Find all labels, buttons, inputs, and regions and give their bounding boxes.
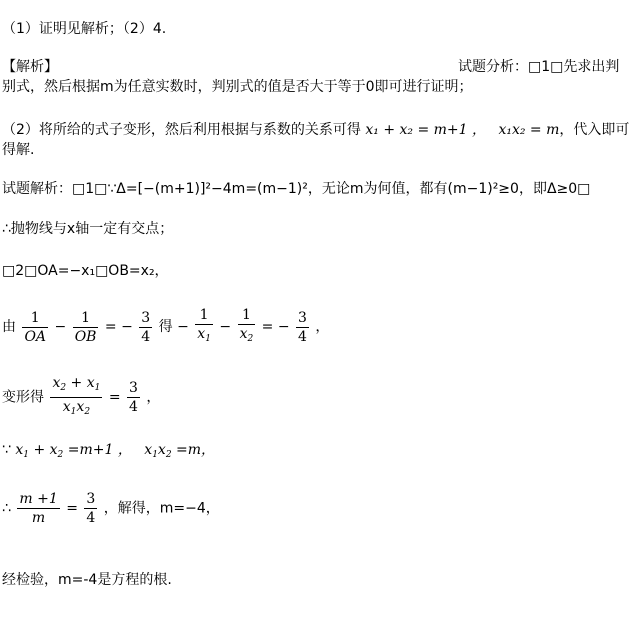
part2-text: （2）将所给的式子变形，然后利用根据与系数的关系可得 [2, 122, 361, 138]
fraction-1-over-oa: $\frac{1}{OA}$ [24, 309, 47, 345]
part2-sum: x₁ + x₂ = m+1 ， [365, 122, 486, 138]
therefore-equation: ∴ $\frac{m +1}{m}$ = $\frac{3}{4}$ ，解得，m=−4， [2, 491, 220, 526]
part2-prod: x₁x₂ = m [498, 122, 560, 138]
since-prod: $x_1x_2 =m$， [144, 442, 216, 460]
analysis-label: 【解析】 [2, 59, 58, 75]
analysis-line2: 别式，然后根据m为任意实数时，判别式的值是否大于等于0即可进行证明； [2, 79, 473, 95]
check-line: 经检验，m=-4是方程的根. [2, 572, 172, 588]
fraction-3-over-4: $\frac{3}{4}$ [141, 309, 151, 345]
fraction-3-over-4-c: $\frac{3}{4}$ [129, 380, 138, 415]
fraction-1-over-ob: $\frac{1}{OB}$ [74, 309, 97, 345]
fraction-sum-over-product: $\frac{x_2 + x_1}{x_1x_2}$ [50, 374, 102, 421]
fraction-1-over-x1: $\frac{1}{x_1}$ [195, 306, 213, 348]
part2-end: 得解. [2, 142, 35, 158]
since-sum: $x_1 + x_2 =m+1$ ， [15, 442, 132, 460]
since-symbol: ∵ [2, 442, 11, 458]
transform-label: 变形得 [2, 389, 44, 406]
answer-line: （1）证明见解析；（2）4. [2, 21, 167, 37]
fraction-3-over-4-d: $\frac{3}{4}$ [86, 491, 96, 526]
solve-text: ，解得，m=−4， [103, 500, 220, 517]
fraction-3-over-4-b: $\frac{3}{4}$ [298, 309, 307, 345]
therefore-symbol: ∴ [2, 500, 11, 517]
since-line [2, 441, 215, 464]
transform-equation: 变形得 $\frac{x_2 + x_1}{x_1x_2}$ = $\frac{3}{4}$ ， [2, 374, 160, 421]
fraction-m-plus-1-over-m: $\frac{m +1}{m}$ [19, 491, 58, 526]
part2-line [2, 121, 629, 139]
get-label: 得 [158, 319, 173, 335]
intersection-line: ∴抛物线与x轴一定有交点； [2, 221, 174, 237]
oa-ob-line: □2□OA=−x₁□OB=x₂， [2, 263, 169, 279]
from-label: 由 [2, 319, 16, 335]
fraction-1-over-x2: $\frac{1}{x_2}$ [238, 306, 256, 348]
solution-line: 试题解析：□1□∵Δ=[−(m+1)]²−4m=(m−1)²，无论m为何值，都有(m−1)²≥0，即Δ≥0□ [2, 181, 591, 197]
analysis-intro: 试题分析：□1□先求出判 [458, 59, 620, 75]
part2-tail: ，代入即可 [559, 122, 630, 138]
reciprocal-equation: 由 $\frac{1}{OA}$ − $\frac{1}{OB}$ = − $\frac{3}{4}$ 得 − $\frac{1}{x_1}$ − $\frac{1}{x_2}$ = − $\frac{3}{4}$ ， [2, 306, 329, 348]
